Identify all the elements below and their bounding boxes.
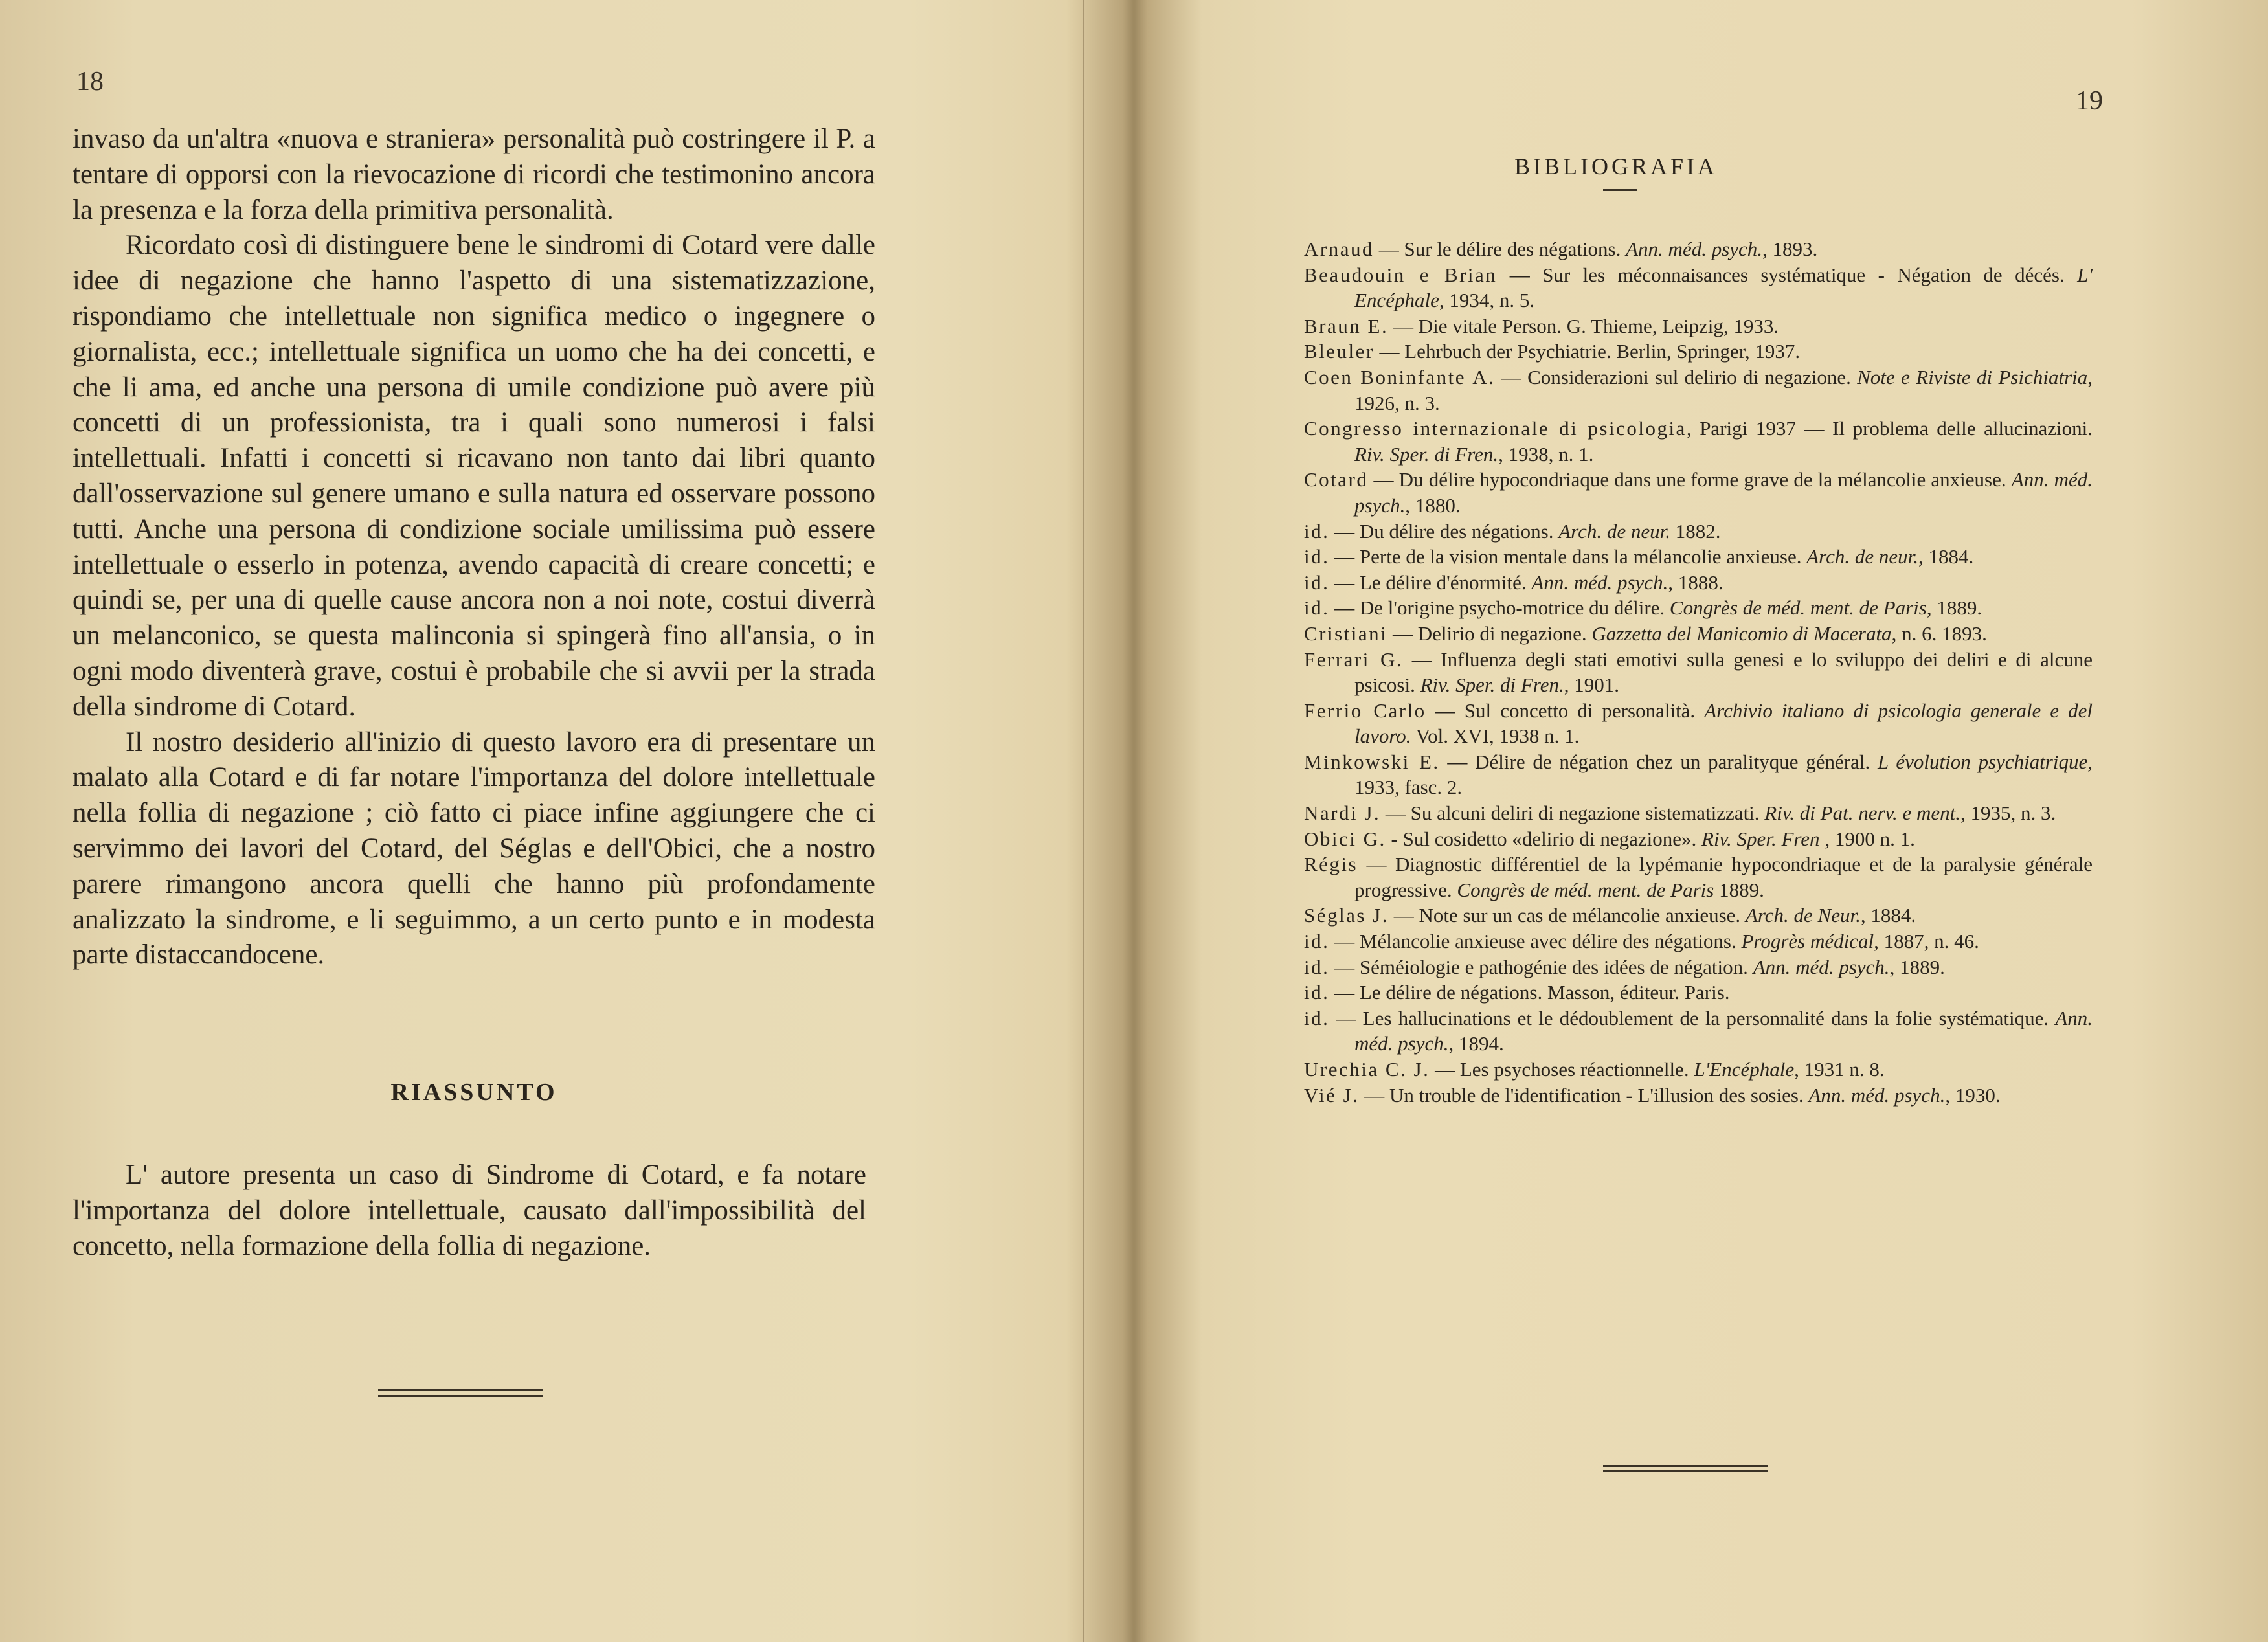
entry-title: — Perte de la vision mentale dans la mélancolie anxieuse.	[1329, 545, 1807, 568]
entry-title: — Sur les méconnaisances systématique - Négation de décés.	[1497, 263, 2078, 286]
entry-title: — Un trouble de l'identification - L'illusion des sosies.	[1359, 1083, 1809, 1107]
bibliography-entry	[1304, 416, 2093, 467]
entry-author: id.	[1304, 545, 1330, 568]
entry-source: Note e Riviste di Psichiatria	[1857, 365, 2088, 388]
entry-author: Cristiani	[1304, 622, 1388, 645]
entry-title: — Su alcuni deliri di negazione sistematizzati.	[1380, 802, 1765, 825]
entry-source: Ann. méd. psych.	[1808, 1083, 1946, 1107]
entry-title: — Sul concetto di personalità.	[1426, 699, 1705, 722]
entry-author: Arnaud	[1304, 238, 1374, 260]
entry-details: , 1894.	[1448, 1032, 1504, 1055]
entry-details: , 1930.	[1945, 1083, 2001, 1107]
entry-author: Nardi J.	[1304, 802, 1381, 825]
entry-author: Cotard	[1304, 468, 1369, 491]
entry-title: — Considerazioni sul delirio di negazione.	[1495, 365, 1858, 388]
entry-details: , 1935, n. 3.	[1960, 802, 2056, 825]
entry-details: , 1884.	[1918, 545, 1974, 568]
bibliography-entry	[1304, 928, 2093, 954]
entry-author: Vié J.	[1304, 1083, 1360, 1107]
bibliography-list	[1304, 236, 2093, 1108]
bibliography-entry	[1304, 621, 2093, 647]
entry-details: , 1938, n. 1.	[1498, 442, 1594, 466]
bibliography-entry	[1304, 570, 2093, 596]
entry-details: , 1880.	[1405, 493, 1461, 517]
riassunto-paragraph: L' autore presenta un caso di Sindrome di Cotard, e fa notare l'importanza del dolore intellettuale, causato dall'impossibilità del concetto, nella formazione della follia di negazione.	[73, 1160, 866, 1261]
entry-details: , n. 6. 1893.	[1891, 622, 1987, 645]
entry-source: Arch. de neur.	[1558, 519, 1670, 543]
page-number-left: 18	[76, 67, 104, 96]
bibliography-entry	[1304, 365, 2093, 416]
left-body-text	[73, 122, 875, 973]
entry-author: Obici G.	[1304, 827, 1386, 850]
entry-author: id.	[1304, 519, 1330, 543]
entry-source: Arch. de Neur.	[1745, 904, 1861, 927]
entry-details: 1889.	[1714, 878, 1764, 901]
entry-source: Congrès de méd. ment. de Paris	[1669, 596, 1927, 620]
bibliography-entry	[1304, 903, 2093, 928]
bibliography-entry	[1304, 339, 2093, 365]
entry-title: — Les psychoses réactionnelle.	[1430, 1058, 1694, 1081]
entry-title: — Les hallucinations et le dédoublement de la personnalité dans la folie systématique.	[1329, 1006, 2056, 1029]
paragraph-conclusion: Il nostro desiderio all'inizio di questo lavoro era di presentare un malato alla Cotard e di far notare l'importanza del dolore intellettuale nella follia di negazione ; ciò fatto ci piace infine aggiungere che ci servimmo dei lavori del Cotard, del Séglas e dell'Obici, che a nostro parere rimangono ancora quelli che hanno più profondamente analizzato la sindrome, e li seguimmo, a un certo punto e in modesta parte distaccandocene.	[73, 726, 875, 971]
entry-details: , 1933, fasc. 2.	[1354, 750, 2093, 799]
entry-author: id.	[1304, 570, 1330, 594]
entry-author: Ferrari G.	[1304, 647, 1404, 671]
paragraph-intellectual: Ricordato così di distinguere bene le sindromi di Cotard vere dalle idee di negazione che hanno l'aspetto di una sistematizzazione, rispondiamo che intellettuale non significa medico o ingegnere o giornalista, ecc.; intellettuale significa un uomo che ha dei concetti, e che li ama, ed anche una persona di umile condizione può avere più concetti di un professionista, tra i quali sono numerosi i falsi intellettuali. Infatti i concetti si ricavano non tanto dai libri quanto dall'osservazione sul genere umano e sulla natura ed osservare possono tutti. Anche una persona di condizione sociale umilissima può essere intellettuale o esserlo in potenza, avendo capacità di creare concetti; e quindi se, per una di quelle cause ancora non a noi note, costui diverrà un melanconico, se questa malinconia si spingerà fino all'ansia, o in ogni modo diventerà grave, costui è probabile che si avvii per la strada della sindrome di Cotard.	[73, 230, 875, 722]
entry-author: Urechia C. J.	[1304, 1058, 1430, 1081]
entry-source: Ann. méd. psych.	[1626, 238, 1763, 260]
entry-author: Bleuler	[1304, 340, 1375, 363]
entry-source: Congrès de méd. ment. de Paris	[1457, 878, 1714, 901]
entry-details: , 1889.	[1926, 596, 1982, 620]
entry-source: Progrès médical	[1741, 930, 1874, 953]
entry-title: — Le délire de négations. Masson, éditeur. Paris.	[1329, 981, 1730, 1004]
entry-title: , Parigi 1937 — Il problema delle allucinazioni.	[1686, 417, 2093, 440]
entry-author: id.	[1304, 1006, 1330, 1029]
bibliography-entry	[1304, 800, 2093, 826]
entry-author: Beaudouin e Brian	[1304, 263, 1498, 286]
bibliography-entry	[1304, 954, 2093, 980]
entry-source: Archivio italiano di psicologia generale e del lavoro.	[1354, 699, 2093, 748]
entry-author: id.	[1304, 930, 1330, 953]
bibliography-entry	[1304, 851, 2093, 903]
heading-underline	[1603, 189, 1637, 191]
entry-details: , 1887, n. 46.	[1874, 930, 1979, 953]
riassunto-text	[73, 1158, 866, 1264]
bibliography-heading: BIBLIOGRAFIA	[1514, 153, 1718, 179]
entry-author: Régis	[1304, 853, 1358, 876]
entry-details: , 1893.	[1762, 238, 1818, 260]
end-rule-right	[1603, 1465, 1768, 1472]
bibliography-entry	[1304, 544, 2093, 570]
entry-source: Gazzetta del Manicomio di Macerata	[1591, 622, 1892, 645]
entry-title: — Délire de négation chez un paralityque général.	[1439, 750, 1878, 773]
bibliography-entry	[1304, 313, 2093, 339]
entry-title: — Influenza degli stati emotivi sulla genesi e lo sviluppo dei deliri e di alcune psicosi.	[1354, 647, 2093, 697]
entry-title: — Du délire hypocondriaque dans une forme grave de la mélancolie anxieuse.	[1368, 468, 2012, 491]
entry-details: , 1884.	[1860, 904, 1916, 927]
bibliography-entry	[1304, 1083, 2093, 1108]
entry-title: - Sul cosidetto «delirio di negazione».	[1386, 827, 1702, 850]
bibliography-entry	[1304, 647, 2093, 698]
entry-title: — Diagnostic différentiel de la lypémanie hypocondriaque et de la paralysie générale progressive.	[1354, 853, 2093, 901]
entry-source: Riv. di Pat. nerv. e ment.	[1764, 802, 1961, 825]
paragraph-continuation: invaso da un'altra «nuova e straniera» personalità può costringere il P. a tentare di opporsi con la rievocazione di ricordi che testimonino ancora la presenza e la forza della primitiva personalità.	[73, 124, 875, 225]
entry-source: L' Encéphale	[1354, 263, 2093, 312]
entry-title: — Le délire d'énormité.	[1329, 570, 1532, 594]
entry-author: Séglas J.	[1304, 904, 1389, 927]
left-page	[0, 0, 1083, 1642]
bibliography-entry	[1304, 698, 2093, 749]
entry-details: , 1926, n. 3.	[1354, 365, 2093, 414]
entry-source: Riv. Sper. di Fren.	[1354, 442, 1499, 466]
entry-author: id.	[1304, 955, 1330, 978]
bibliography-entry	[1304, 262, 2093, 313]
riassunto-heading: RIASSUNTO	[390, 1079, 557, 1106]
entry-author: Coen Boninfante A.	[1304, 365, 1496, 388]
entry-details: , 1888.	[1668, 570, 1723, 594]
entry-title: — Sur le délire des négations.	[1373, 238, 1626, 260]
entry-details: , 1901.	[1564, 673, 1619, 697]
entry-details: 1882.	[1670, 519, 1721, 543]
entry-source: Ann. méd. psych.	[1354, 1006, 2093, 1055]
entry-title: — De l'origine psycho-motrice du délire.	[1329, 596, 1670, 620]
entry-source: Ann. méd. psych.	[1753, 955, 1890, 978]
bibliography-entry	[1304, 236, 2093, 262]
entry-author: Ferrio Carlo	[1304, 699, 1426, 722]
entry-details: , 1931 n. 8.	[1794, 1058, 1885, 1081]
entry-details: Vol. XVI, 1938 n. 1.	[1411, 725, 1580, 748]
entry-source: Riv. Sper. di Fren.	[1420, 673, 1564, 697]
bibliography-entry	[1304, 1057, 2093, 1083]
bibliography-entry	[1304, 595, 2093, 621]
bibliography-entry	[1304, 519, 2093, 545]
entry-source: Riv. Sper. Fren	[1701, 827, 1820, 850]
entry-title: — Lehrbuch der Psychiatrie. Berlin, Springer, 1937.	[1374, 340, 1801, 363]
end-rule-left	[378, 1389, 543, 1397]
page-number-right: 19	[2076, 86, 2103, 116]
entry-title: — Note sur un cas de mélancolie anxieuse.	[1389, 904, 1746, 927]
bibliography-entry	[1304, 467, 2093, 518]
right-page	[1085, 0, 2268, 1642]
entry-title: — Du délire des négations.	[1329, 519, 1559, 543]
entry-details: , 1934, n. 5.	[1439, 289, 1535, 312]
entry-source: L'Encéphale	[1694, 1058, 1795, 1081]
book-gutter	[1083, 0, 1084, 1642]
bibliography-entry	[1304, 980, 2093, 1006]
entry-title: — Delirio di negazione.	[1387, 622, 1592, 645]
entry-author: Braun E.	[1304, 314, 1389, 337]
entry-source: Ann. méd. psych.	[1531, 570, 1668, 594]
entry-author: id.	[1304, 596, 1330, 620]
entry-source: Arch. de neur.	[1806, 545, 1919, 568]
entry-title: — Mélancolie anxieuse avec délire des négations.	[1329, 930, 1742, 953]
entry-details: , 1900 n. 1.	[1819, 827, 1915, 850]
entry-author: Congresso internazionale di psicologia	[1304, 417, 1687, 440]
bibliography-entry	[1304, 826, 2093, 852]
entry-title: — Die vitale Person. G. Thieme, Leipzig, 1933.	[1388, 314, 1779, 337]
entry-author: Minkowski E.	[1304, 750, 1440, 773]
bibliography-entry	[1304, 1006, 2093, 1057]
entry-source: Ann. méd. psych.	[1354, 468, 2093, 517]
entry-author: id.	[1304, 981, 1330, 1004]
bibliography-entry	[1304, 749, 2093, 800]
entry-title: — Séméiologie e pathogénie des idées de négation.	[1329, 955, 1753, 978]
entry-details: , 1889.	[1889, 955, 1945, 978]
entry-source: L évolution psychiatrique	[1877, 750, 2088, 773]
